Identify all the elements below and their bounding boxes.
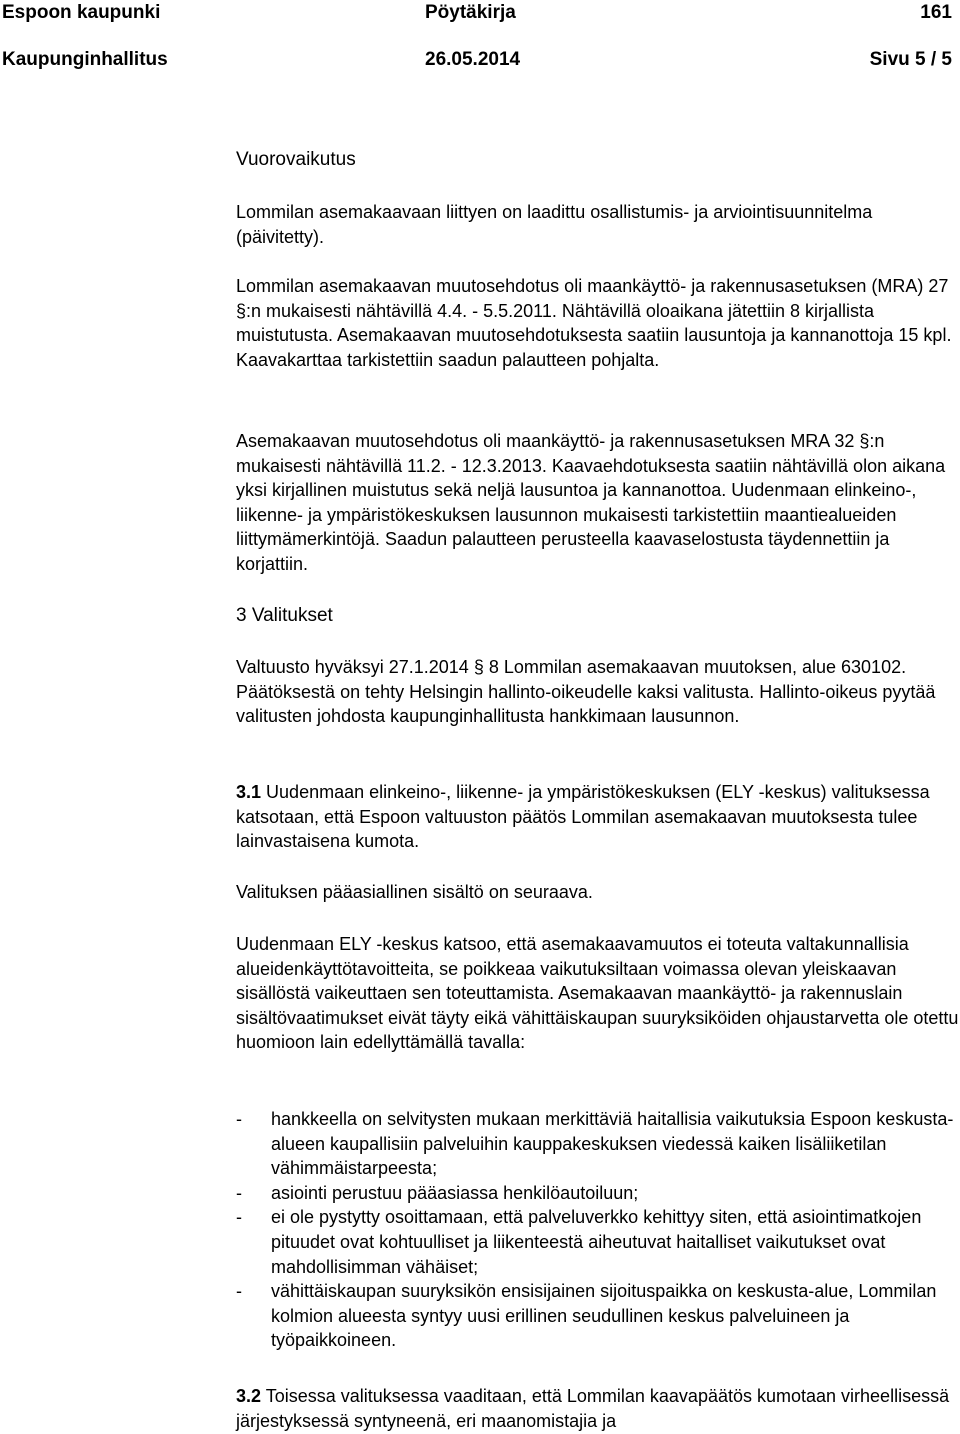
heading-valitukset: 3 Valitukset (236, 605, 333, 626)
heading-vuorovaikutus: Vuorovaikutus (236, 149, 356, 170)
paragraph-7: Uudenmaan ELY -keskus katsoo, että asemakaavamuutos ei toteuta valtakunnallisia alueidenkäyttötavoitteita, se poikkeaa vaikutuksiltaan voimassa olevan yleiskaavan sisällöstä vaikeuttaen sen toteuttamista. Asemakaavan maankäyttö- ja rakennuslain sisältövaatimukset eivät täyty eikä vähittäiskaupan suuryksiköiden ohjaustarvetta ole otettu huomioon lain edellyttämällä tavalla: (236, 934, 959, 1053)
header-body: Kaupunginhallitus (2, 49, 168, 70)
list-dash: - (236, 1281, 242, 1302)
header-doc-type: Pöytäkirja (425, 2, 516, 23)
list-dash: - (236, 1109, 242, 1129)
list-item-text: hankkeella on selvitysten mukaan merkittäviä haitallisia vaikutuksia Espoon keskusta-alueen kaupallisiin palveluihin kauppakeskuksen viedessä kaiken lisäliiketilan vähimmäistarpeesta; (271, 1109, 954, 1179)
list-item (236, 1279, 960, 1353)
dash-list (236, 1107, 960, 1353)
paragraph-8-number: 3.2 (236, 1386, 262, 1406)
paragraph-5-number: 3.1 (236, 782, 262, 802)
header-section-number: 161 (920, 2, 952, 23)
paragraph-3: Asemakaavan muutosehdotus oli maankäyttö- ja rakennusasetuksen MRA 32 §:n mukaisesti nähtävillä 11.2. - 12.3.2013. Kaavaehdotuksesta saatiin nähtävillä olon aikana yksi kirjallinen muistutus sekä neljä lausuntoa ja kannanottoa. Uudenmaan elinkeino-, liikenne- ja ympäristökeskuksen lausunnon mukaisesti tarkistettiin maantiealueiden liittymämerkintöjä. Saadun palautteen perusteella kaavaselostusta täydennettiin ja korjattiin. (236, 431, 946, 574)
header-page: Sivu 5 / 5 (869, 49, 952, 70)
list-item-text: ei ole pystytty osoittamaan, että palveluverkko kehittyy siten, että asiointimatkojen pituudet ovat kohtuulliset ja liikenteestä aiheutuvat haitalliset vaikutukset ovat mahdollisimman vähäiset; (271, 1207, 922, 1277)
list-dash: - (236, 1182, 242, 1203)
paragraph-8-text: Toisessa valituksessa vaaditaan, että Lommilan kaavapäätös kumotaan virheellisessä järjestyksessä syntyneenä, eri maanomistajia ja (236, 1386, 950, 1431)
list-item (236, 1107, 960, 1181)
header-date: 26.05.2014 (425, 49, 521, 70)
list-item-text: asiointi perustuu pääasiassa henkilöautoiluun; (271, 1182, 639, 1203)
list-item-text: vähittäiskaupan suuryksikön ensisijainen sijoituspaikka on keskusta-alue, Lommilan kolmion alueesta syntyy uusi erillinen seudullinen keskus palveluineen ja työpaikkoineen. (271, 1281, 937, 1351)
header-city: Espoon kaupunki (2, 2, 161, 23)
header-row-1 (0, 0, 960, 26)
paragraph-4: Valtuusto hyväksyi 27.1.2014 § 8 Lommilan asemakaavan muutoksen, alue 630102. Päätöksestä on tehty Helsingin hallinto-oikeudelle kaksi valitusta. Hallinto-oikeus pyytää valitusten johdosta kaupunginhallitusta hankkimaan lausunnon. (236, 657, 936, 727)
paragraph-2: Lommilan asemakaavan muutosehdotus oli maankäyttö- ja rakennusasetuksen (MRA) 27 §:n mukaisesti nähtävillä 4.4. - 5.5.2011. Nähtävillä oloaikana jätettiin 8 kirjallista muistutusta. Asemakaavan muutosehdotuksesta saatiin lausuntoja ja kannanottoja 15 kpl. Kaavakarttaa tarkistettiin saadun palautteen pohjalta. (236, 276, 952, 370)
list-dash: - (236, 1207, 242, 1228)
header-row-2 (0, 47, 960, 73)
paragraph-6: Valituksen pääasiallinen sisältö on seuraava. (236, 882, 593, 902)
paragraph-1: Lommilan asemakaavaan liittyen on laadittu osallistumis- ja arviointisuunnitelma (päivitetty). (236, 202, 873, 247)
list-item (236, 1181, 960, 1206)
paragraph-5-text: Uudenmaan elinkeino-, liikenne- ja ympäristökeskuksen (ELY -keskus) valituksessa katsotaan, että Espoon valtuuston päätös Lommilan asemakaavan muutoksesta tulee lainvastaisena kumota. (236, 782, 930, 852)
list-item (236, 1205, 960, 1279)
paragraph-8 (236, 1384, 960, 1433)
paragraph-5 (236, 780, 960, 854)
